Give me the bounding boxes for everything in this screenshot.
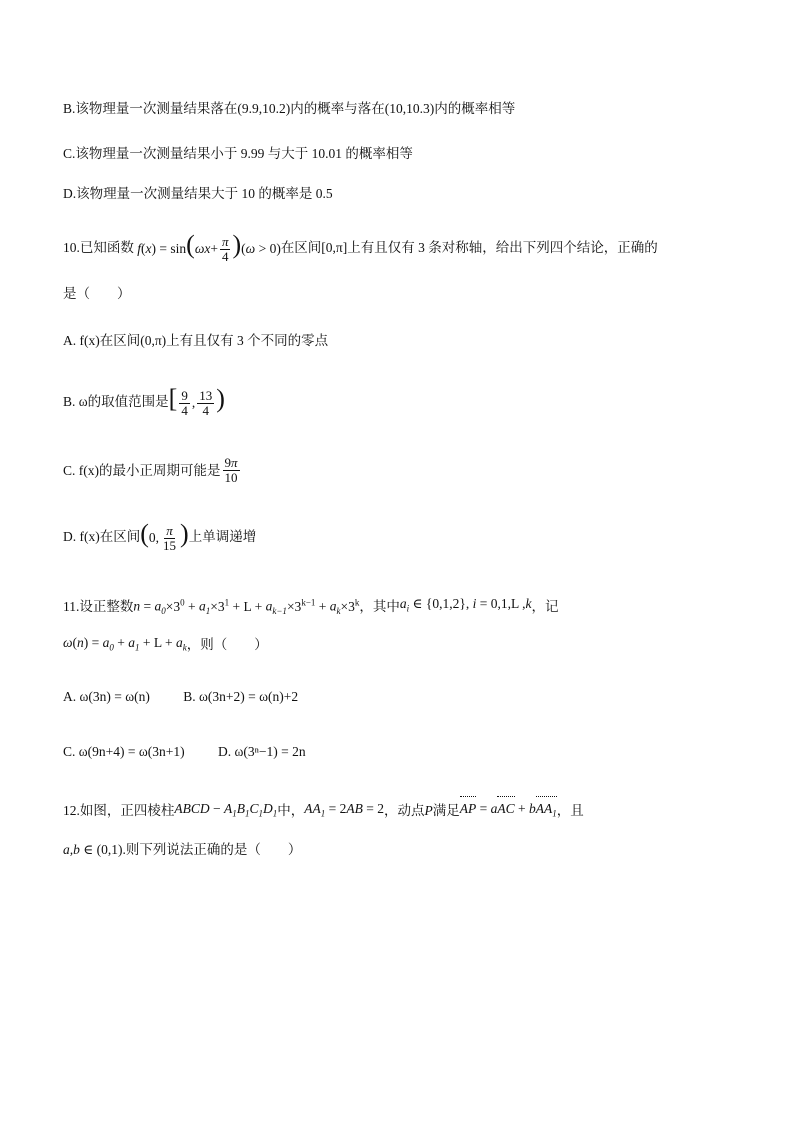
q10-option-a: A. f(x)在区间(0,π)上有且仅有 3 个不同的零点 [63, 333, 329, 348]
q12-ab-range: a,b ∈ (0,1) [63, 842, 123, 857]
q11-expansion-formula: $n = a_0\times 3^0 + a_1\times 3^1 + L + a_{k-1}\times 3^{k-1} + a_k\times 3^k$ [133, 597, 360, 617]
q10-option-b-label: B. ω的取值范围是 [63, 394, 169, 410]
q11-stem-prefix: 11.设正整数 [63, 598, 134, 614]
q12-stem-suffix: ，且 [556, 803, 584, 819]
q11-stem [63, 592, 558, 621]
q12-stem-mid1: 中， [277, 803, 305, 819]
q10-option-b-interval: [ $\frac{9}{4}$ , $\frac{13}{4}$ ) [168, 384, 225, 419]
q11-omega-definition: $\omega(n) = a_0 + a_1 + L + a_k$ [63, 635, 187, 653]
q11-option-a: A. ω(3n) = ω(n) [63, 689, 150, 704]
q11-stem-line2 [63, 633, 268, 658]
q9-option-d: D.该物理量一次测量结果大于 10 的概率是 0.5 [63, 186, 333, 201]
q12-length-condition: $AA_1 = 2AB = 2$ [304, 801, 385, 819]
q10-option-c-period: $\frac{9\pi}{10}$ [224, 455, 238, 485]
q12-stem-line2 [63, 840, 301, 860]
q12-stem-mid3: 满足 [432, 803, 460, 819]
q10-option-d-suffix: 上单调递增 [188, 529, 257, 545]
q11-option-d: D. ω(3ⁿ−1) = 2n [217, 744, 306, 759]
q10-stem [63, 232, 658, 264]
q10-stem-prefix: 10.已知函数 [63, 240, 134, 256]
q12-point-p: P [424, 803, 433, 819]
q11-line2-suffix: ，则（ ） [186, 637, 268, 653]
q11-options-cd [63, 742, 306, 762]
q10-stem-line2: 是（ ） [63, 286, 131, 301]
q9-option-b: B.该物理量一次测量结果落在(9.9,10.2)内的概率与落在(10,10.3)内的概率相等 [63, 101, 516, 116]
q10-option-c-label: C. f(x)的最小正周期可能是 [63, 462, 221, 478]
q12-stem-mid2: ，动点 [384, 803, 425, 819]
q10-option-b [63, 386, 225, 418]
q11-coefficient-condition: $a_i$ ∈ {0,1,2}, i = 0,1,L ,k [399, 596, 532, 614]
q11-stem-suffix: ，记 [531, 598, 559, 614]
q11-option-c: C. ω(9n+4) = ω(3n+1) [63, 744, 185, 759]
q11-stem-mid: ，其中 [359, 598, 400, 614]
q12-vector-equation: AP = aAC + bAA$_1$ [460, 799, 557, 824]
q9-option-c: C.该物理量一次测量结果小于 9.99 与大于 10.01 的概率相等 [63, 146, 413, 161]
q11-options-ab [63, 687, 298, 707]
q12-line2-suffix: .则下列说法正确的是（ ） [122, 842, 302, 857]
q12-prism-name: ABCD − $A_1B_1C_1D_1$ [174, 801, 278, 819]
q10-stem-suffix: 在区间[0,π]上有且仅有 3 条对称轴，给出下列四个结论，正确的 [280, 240, 658, 256]
q10-option-c [63, 456, 242, 485]
q10-option-d-label: D. f(x)在区间 [63, 529, 141, 545]
q10-function-formula: f(x) = sin(ωx+ $\frac{\pi}{4}$ )(ω > 0) [133, 230, 281, 265]
q10-option-d [63, 521, 256, 553]
q12-stem-prefix: 12.如图，正四棱柱 [63, 803, 175, 819]
q11-option-b: B. ω(3n+2) = ω(n)+2 [183, 689, 299, 704]
q10-option-d-interval: (0, $\frac{\pi}{15}$ ) [140, 519, 189, 554]
q12-stem [63, 799, 584, 824]
